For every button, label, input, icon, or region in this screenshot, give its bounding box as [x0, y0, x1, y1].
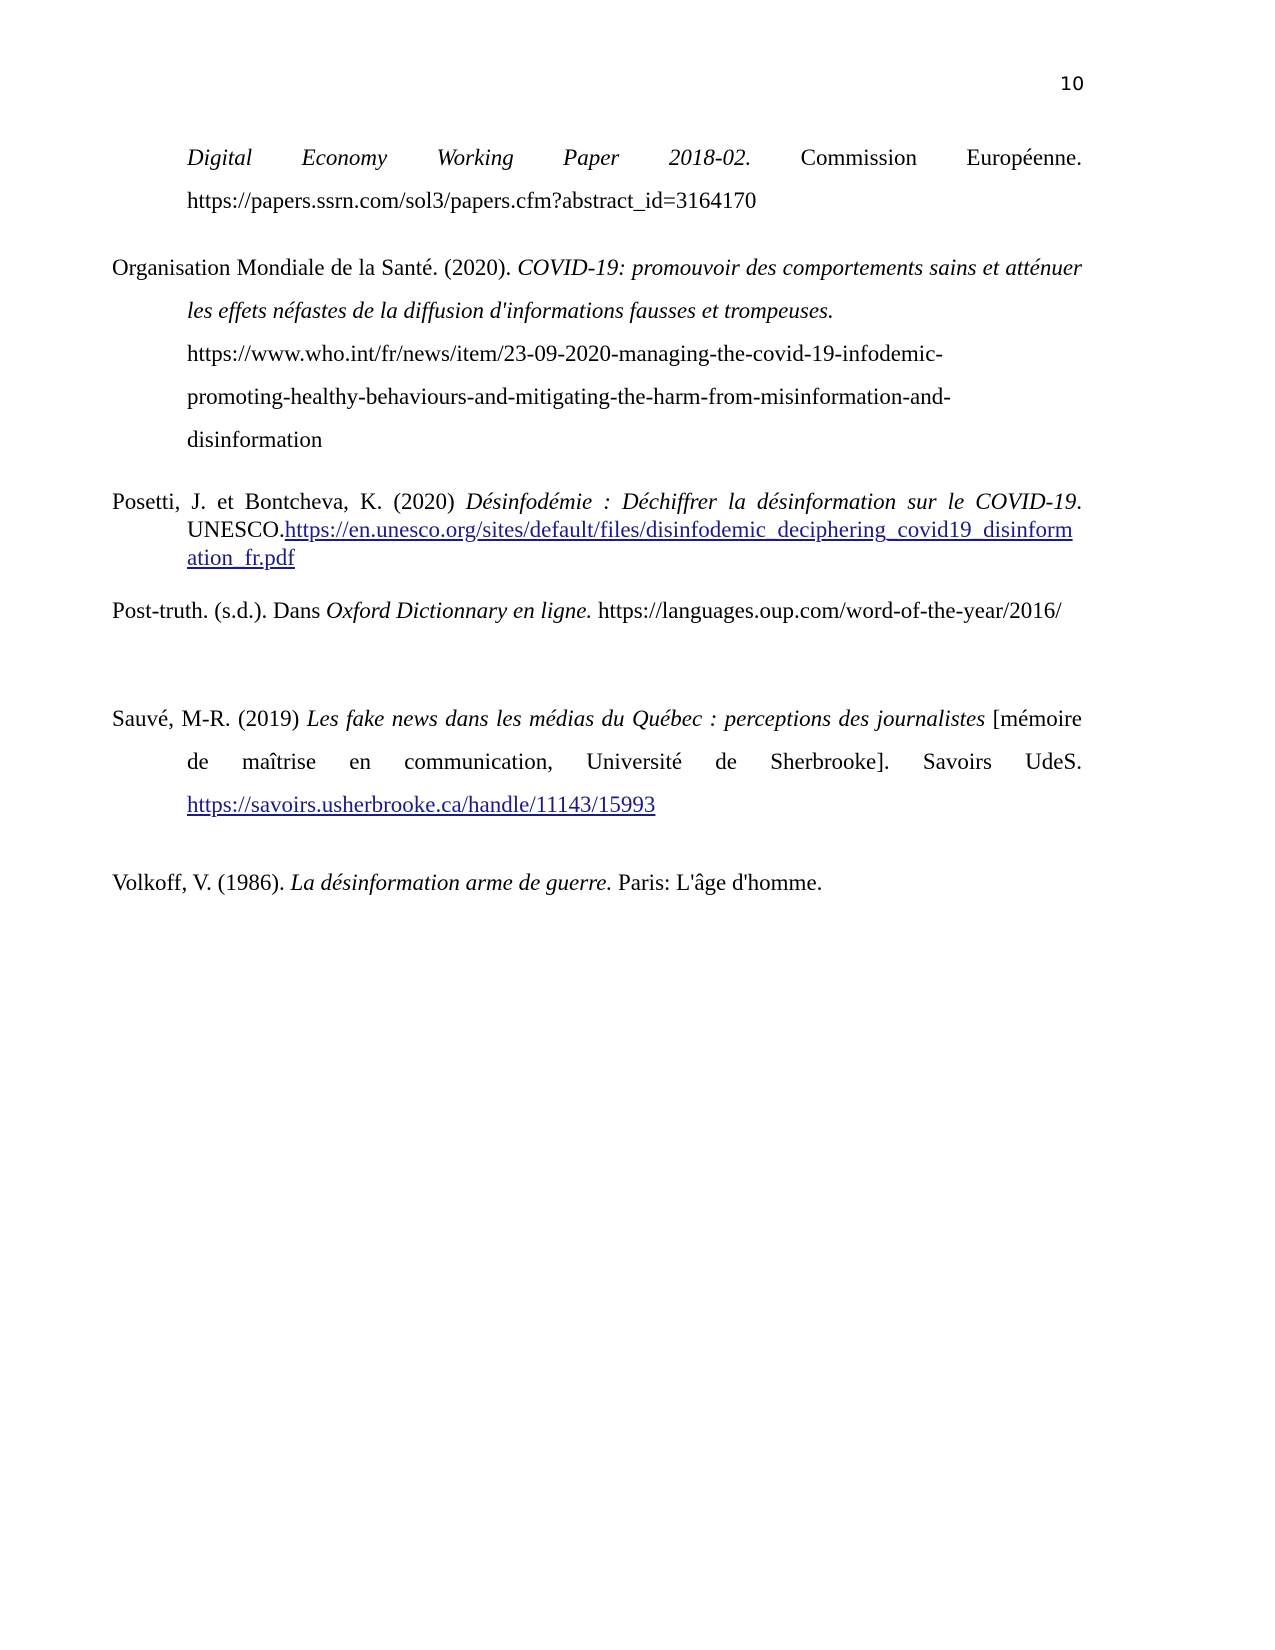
reference-posetti [112, 488, 1082, 572]
reference-author: Sauvé, M-R. (2019) [112, 706, 307, 731]
reference-publisher: . UNESCO. [187, 489, 1082, 542]
reference-title: La désinformation arme de guerre. [290, 870, 613, 895]
reference-title: COVID-19: promouvoir des comportements sains et atténuer les effets néfastes de la diffusion d'informations fausses et trompeuses. [187, 255, 1082, 323]
reference-url[interactable]: https://papers.ssrn.com/sol3/papers.cfm?abstract_id=3164170 [187, 188, 757, 213]
reference-link[interactable]: https://savoirs.usherbrooke.ca/handle/11143/15993 [187, 792, 656, 817]
reference-author: Posetti, J. et Bontcheva, K. (2020) [112, 489, 466, 514]
reference-publisher: Commission Européenne. [751, 145, 1083, 170]
reference-author: Post-truth. (s.d.). Dans [112, 598, 327, 623]
reference-volkoff [112, 861, 1082, 904]
reference-publisher: Paris: L'âge d'homme. [612, 870, 823, 895]
page-number: 10 [1060, 73, 1085, 95]
reference-continuation [112, 136, 1082, 222]
reference-details: [mémoire de maîtrise en communication, Université de Sherbrooke]. Savoirs UdeS. [187, 706, 1083, 774]
reference-title: Les fake news dans les médias du Québec : perceptions des journalistes [306, 706, 986, 731]
reference-url[interactable]: https://languages.oup.com/word-of-the-year/2016/ [592, 598, 1062, 623]
reference-oms [112, 246, 1082, 461]
reference-sauve [112, 697, 1082, 826]
reference-link[interactable]: https://en.unesco.org/sites/default/files/disinfodemic_deciphering_covid19_disinformation_fr.pdf [187, 517, 1073, 570]
reference-url[interactable]: https://www.who.int/fr/news/item/23-09-2020-managing-the-covid-19-infodemic- promoting-healthy-behaviours-and-mitigating-the-harm-from-misinformation-and- disinformation [187, 341, 951, 452]
reference-author: Volkoff, V. (1986). [112, 870, 291, 895]
reference-title: Digital Economy Working Paper 2018-02. [187, 145, 752, 170]
reference-post-truth [112, 597, 1082, 625]
reference-author: Organisation Mondiale de la Santé. (2020). [112, 255, 518, 280]
reference-title: Oxford Dictionnary en ligne. [326, 598, 593, 623]
reference-title: Désinfodémie : Déchiffrer la désinformation sur le COVID-19 [465, 489, 1077, 514]
